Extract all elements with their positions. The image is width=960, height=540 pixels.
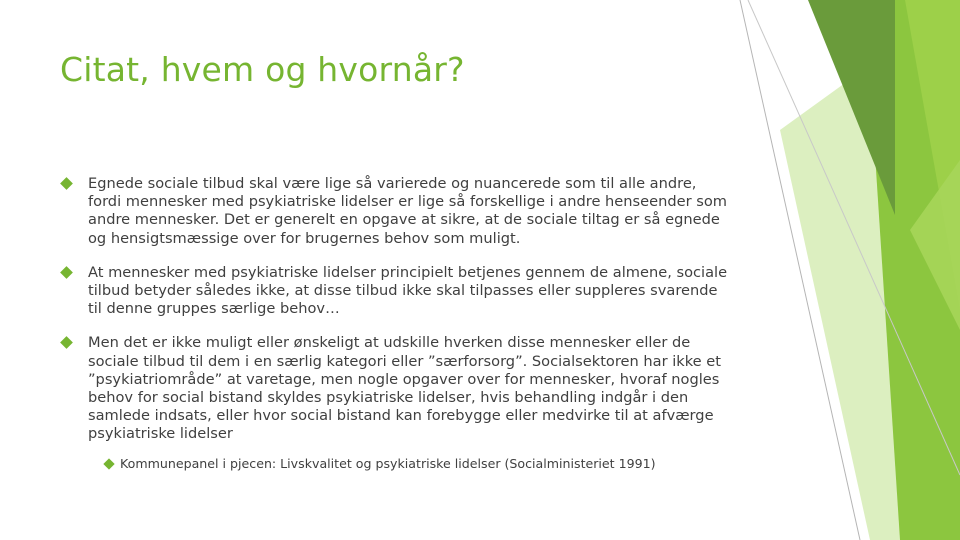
bullet-list xyxy=(60,175,730,472)
diamond-bullet-icon xyxy=(60,177,73,190)
bullet-item xyxy=(60,334,730,443)
decorative-background-shapes xyxy=(730,0,960,540)
bullet-item xyxy=(60,175,730,248)
bullet-text: Men det er ikke muligt eller ønskeligt at udskille hverken disse mennesker eller de sociale tilbud til dem i en særlig kategori eller ”særforsorg”. Socialsektoren har ikke et ”psykiatriområde” at varetage, men nogle opgaver over for mennesker, hvoraf nogles behov for social bistand skyldes psykiatriske lidelser, hvis behandling indgår i den samlede indsats, eller hvor social bistand kan forebygge eller medvirke til at afværge psykiatriske lidelser xyxy=(88,334,721,443)
bullet-text: At mennesker med psykiatriske lidelser principielt betjenes gennem de almene, sociale tilbud betyder således ikke, at disse tilbud ikke skal tilpasses eller suppleres svarende til denne gruppes særlige behov… xyxy=(88,263,728,318)
bullet-item xyxy=(60,264,730,319)
diamond-bullet-icon xyxy=(103,458,114,469)
diamond-bullet-icon xyxy=(60,266,73,279)
diamond-bullet-icon xyxy=(60,337,73,350)
source-citation: Kommunepanel i pjecen: Livskvalitet og psykiatriske lidelser (Socialministeriet 1991) xyxy=(120,455,656,471)
slide-title: Citat, hvem og hvornår? xyxy=(60,50,465,89)
sub-bullet-item xyxy=(60,456,730,472)
bullet-text: Egnede sociale tilbud skal være lige så varierede og nuancerede som til alle andre, fordi mennesker med psykiatriske lidelser er lige så forskellige i andre henseender som andre mennesker. Det er generelt en opgave at sikre, at de sociale tiltag er så egnede og hensigtsmæssige over for brugernes behov som muligt. xyxy=(88,175,727,247)
